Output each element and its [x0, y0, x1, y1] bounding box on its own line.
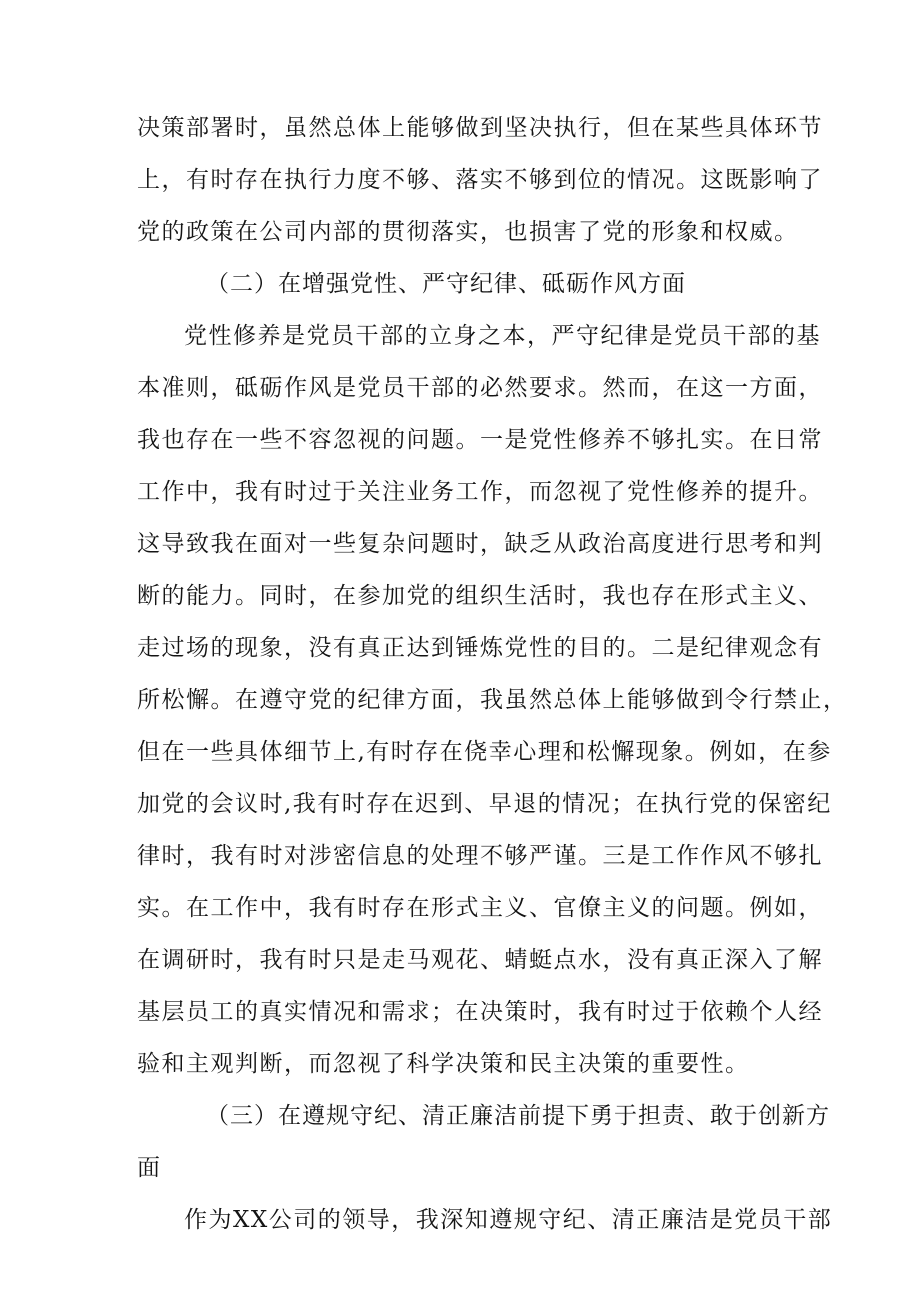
body-text-line: 走过场的现象，没有真正达到锤炼党性的目的。二是纪律观念有: [137, 635, 823, 661]
section-heading-3: （三）在遵规守纪、清正廉洁前提下勇于担责、敢于创新方: [206, 1103, 830, 1129]
body-text-line: 党的政策在公司内部的贯彻落实，也损害了党的形象和权威。: [137, 219, 799, 245]
paragraph-first-line: 作为XX公司的领导，我深知遵规守纪、清正廉洁是党员干部: [184, 1207, 833, 1233]
paragraph-first-line: 党性修养是党员干部的立身之本，严守纪律是党员干部的基: [184, 323, 821, 349]
body-text-line: 工作中，我有时过于关注业务工作，而忽视了党性修养的提升。: [137, 479, 823, 505]
body-text-line: 断的能力。同时，在参加党的组织生活时，我也存在形式主义、: [137, 583, 823, 609]
body-text-line: 但在一些具体细节上,有时存在侥幸心理和松懈现象。例如，在参: [137, 739, 832, 765]
section-heading-2: （二）在增强党性、严守纪律、砥砺作风方面: [206, 271, 686, 297]
section-heading-3-continued: 面: [137, 1155, 162, 1181]
body-text-line: 这导致我在面对一些复杂问题时，缺乏从政治高度进行思考和判: [137, 531, 823, 557]
body-text-line: 我也存在一些不容忽视的问题。一是党性修养不够扎实。在日常: [137, 427, 823, 453]
body-text-line: 律时，我有时对涉密信息的处理不够严谨。三是工作作风不够扎: [137, 843, 823, 869]
body-text-line: 决策部署时，虽然总体上能够做到坚决执行，但在某些具体环节: [137, 115, 823, 141]
body-text-line: 在调研时，我有时只是走马观花、蜻蜓点水，没有真正深入了解: [137, 947, 823, 973]
body-text-line: 基层员工的真实情况和需求；在决策时，我有时过于依赖个人经: [137, 999, 823, 1025]
body-text-line: 验和主观判断，而忽视了科学决策和民主决策的重要性。: [137, 1051, 750, 1077]
body-text-line: 所松懈。在遵守党的纪律方面，我虽然总体上能够做到令行禁止，: [137, 687, 848, 713]
body-text-line: 上，有时存在执行力度不够、落实不够到位的情况。这既影响了: [137, 167, 823, 193]
body-text-line: 加党的会议时,我有时存在迟到、早退的情况；在执行党的保密纪: [137, 791, 832, 817]
body-text-line: 实。在工作中，我有时存在形式主义、官僚主义的问题。例如，: [137, 895, 823, 921]
body-text-line: 本准则，砥砺作风是党员干部的必然要求。然而，在这一方面，: [137, 375, 823, 401]
